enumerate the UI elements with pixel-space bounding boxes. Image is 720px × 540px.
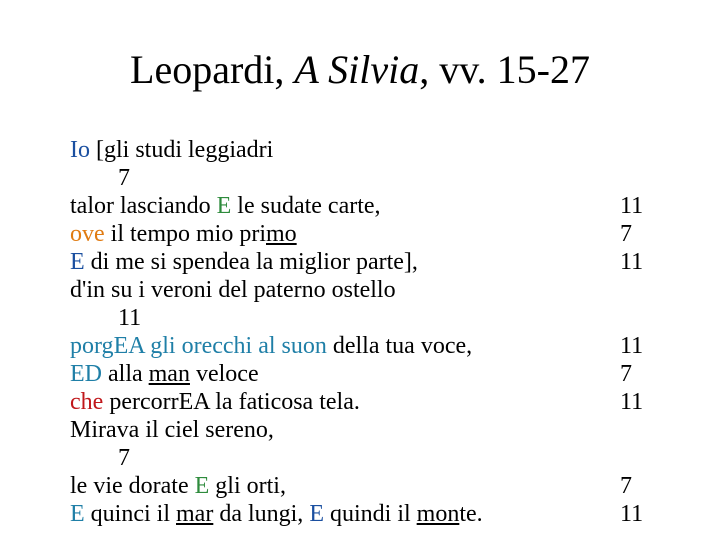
text-segment: ove <box>70 221 105 247</box>
poem-line-text <box>70 249 418 275</box>
poem-line-text <box>70 473 286 499</box>
poem-line <box>70 192 690 220</box>
text-segment: 11 <box>118 305 142 331</box>
poem-line <box>70 500 690 528</box>
text-segment: la faticosa tela. <box>209 389 360 415</box>
text-segment: della <box>326 333 386 359</box>
poem-line <box>70 136 690 164</box>
poem-line <box>70 220 690 248</box>
poem-line-text <box>70 417 274 443</box>
text-segment: E <box>309 501 324 527</box>
poem-line <box>70 360 690 388</box>
text-segment: si spendea la <box>144 249 280 275</box>
poem-line-text <box>70 389 360 415</box>
text-segment: E <box>194 473 210 499</box>
poem-line-text <box>70 333 472 359</box>
poem-line <box>70 248 690 276</box>
poem-line-text <box>70 137 273 163</box>
text-segment: le sudate carte, <box>231 193 381 219</box>
text-segment: mon <box>416 501 460 527</box>
text-segment: tua <box>385 333 415 359</box>
title-author: Leopardi, <box>130 47 285 92</box>
text-segment: le vie dorate <box>70 473 195 499</box>
text-segment: voce, <box>414 333 473 359</box>
syllable-count: 7 <box>620 473 632 499</box>
text-segment: ED <box>70 361 102 387</box>
text-segment: [gli studi leggiadri <box>90 137 274 163</box>
text-segment: che <box>70 389 104 415</box>
poem-text <box>70 136 690 528</box>
poem-line <box>70 164 690 192</box>
text-segment: da lungi, <box>213 501 310 527</box>
text-segment: 7 <box>118 445 130 471</box>
text-segment: gli orti, <box>209 473 286 499</box>
text-segment: te. <box>459 501 483 527</box>
text-segment: E <box>70 501 85 527</box>
text-segment: Io <box>70 137 90 163</box>
text-segment: veloce <box>189 361 259 387</box>
text-segment: rava il ciel sereno, <box>98 417 274 443</box>
text-segment: 7 <box>118 165 130 191</box>
text-segment: pri <box>233 221 266 247</box>
text-segment: alla <box>102 361 149 387</box>
syllable-count: 11 <box>620 333 644 359</box>
text-segment: quinci il <box>84 501 176 527</box>
text-segment: E <box>70 249 85 275</box>
syllable-count: 11 <box>620 249 644 275</box>
text-segment: il tempo <box>104 221 196 247</box>
text-segment: percorr <box>103 389 179 415</box>
poem-line-text <box>70 221 297 247</box>
text-segment: Mi <box>70 417 99 443</box>
text-segment: mar <box>176 501 214 527</box>
text-segment: mio <box>195 221 234 247</box>
poem-line <box>70 416 690 444</box>
text-segment: mo <box>266 221 297 247</box>
text-segment: talor lasciando <box>70 193 217 219</box>
syllable-count: 11 <box>620 501 644 527</box>
poem-line <box>70 472 690 500</box>
poem-line-text <box>118 445 130 471</box>
text-segment: mi <box>279 249 305 275</box>
title-work: A Silvia <box>294 47 420 92</box>
text-segment: quindi il <box>323 501 417 527</box>
poem-line <box>70 388 690 416</box>
text-segment: EA <box>178 389 210 415</box>
poem-line <box>70 304 690 332</box>
text-segment: glior parte], <box>304 249 418 275</box>
poem-line-text <box>118 305 141 331</box>
poem-line-text <box>118 165 130 191</box>
text-segment: me <box>115 249 145 275</box>
poem-line <box>70 276 690 304</box>
text-segment: E <box>216 193 232 219</box>
title-verses: , vv. 15-27 <box>419 47 590 92</box>
syllable-count: 7 <box>620 221 632 247</box>
syllable-count: 11 <box>620 389 644 415</box>
text-segment: gli orecchi al suon <box>144 333 327 359</box>
poem-line-text <box>70 277 396 303</box>
text-segment: porg <box>70 333 114 359</box>
poem-line-text <box>70 361 259 387</box>
poem-line-text <box>70 501 483 527</box>
text-segment: di <box>84 249 116 275</box>
syllable-count: 11 <box>620 193 644 219</box>
syllable-count: 7 <box>620 361 632 387</box>
text-segment: d'in su i veroni del paterno ostello <box>70 277 396 303</box>
poem-line <box>70 444 690 472</box>
poem-line <box>70 332 690 360</box>
slide-title <box>0 44 720 96</box>
poem-line-text <box>70 193 381 219</box>
text-segment: EA <box>113 333 145 359</box>
text-segment: man <box>148 361 190 387</box>
